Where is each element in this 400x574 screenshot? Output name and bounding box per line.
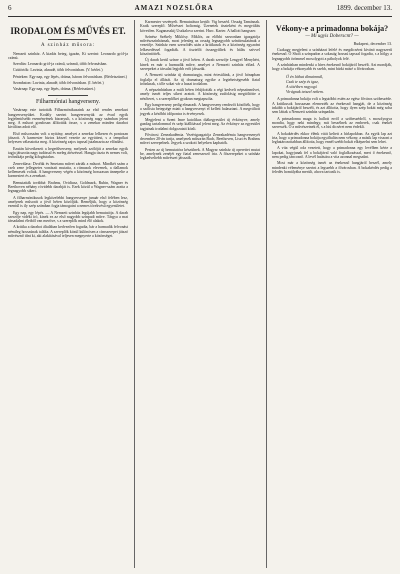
program-line: Nemzeti szinház. A kiadás beteg, igazán, Ki szerint: Leonardo gróf-ja czímü. (8, 51, 128, 60)
article-paragraph: Egy hangverseny pedig elmaradt. A hangverseny rendezői közölték, hogy a szólista betegsége miatt a hangversenyt el kellett halasztani. A megváltott jegyek a későbbi időpontra is érvényesek. (140, 103, 260, 116)
article-paragraph: A népszínházban a múlt héten felújították a régi kedvelt népszínművet, amely ismét teljes sikert aratott. A közönség zsúfolásig megtöltötte a nézőteret, s a szereplőket gyakran megtapsolta. (140, 88, 260, 101)
article-paragraph: Új darab kerül színre a jövő héten. A darab szerzője Lengyel Menyhért, kinek ez már a harmadik műve, amelyet a Nemzeti szinház előad. A szerepeket a társulat legjobb erői játsszák. (140, 58, 260, 71)
article-paragraph: Egy nap, egy lépés. — A Nemzeti szinház legújabb bemutatója. A darab szerzője vidéki író, kinek ez az első nagyobb színpadi műve. Tárgya a mai társadalmi életből van merítve, s a szereplők mind élő alakok. (8, 210, 128, 224)
column-middle (134, 20, 260, 568)
page-number: 6 (8, 4, 12, 12)
article-paragraph: Karmester vezényelt. Bemutatásra került: Vig beszéd. Ország Tamásnak. Kratk szereplő. Művészet holtomig. Üzenetek tiszteként és megváltás követően. Kaganaszkij Uszkalova szerint. Harc. Karter. A hallott hangszer. (140, 20, 260, 33)
dateline: Budapest, december 13. (353, 41, 392, 46)
column-left (8, 20, 128, 568)
feature-subtitle: — Mi ugyis Doberscnt? — (305, 34, 359, 39)
poem-quote (286, 74, 392, 94)
program-line: Csütörtök: Lavinia, aknadé, több felvonásban. (V. bérlet.) (13, 68, 103, 73)
article-paragraph: Most már a közönség ismét az énekesnő hangjáról beszél, amely mindenki véleménye szerint a legszebb a fővárosban. A bokakérdés pedig a feledés homályába merült, ahova tartozik is. (272, 161, 392, 174)
poem-line: Csak te szép és igaz, (286, 79, 319, 85)
article-paragraph: Bemutatták továbbá: Brahms, Ovidiusz, Goldmark, Rubin, Wagner és Beethoven néhány rövidebb darabját is. Ezek közül a Wagner-szám aratta a legnagyobb sikert. (8, 180, 128, 194)
feature-title: Vékony-e a primadonna bokája? (275, 24, 389, 33)
article-paragraph: A filharmónikusok legközelebbi hangversenye január első felében lesz, amelynek műsorát a jövő héten közöljük. Reméljük, hogy a közönség ezentúl is ily szép számban fogja támogatni a nemes törekvésű egyesületet. (8, 195, 128, 209)
program-line: Szombaton: Lavinia, aknadé, több felvonásban. (I. bérlet.) (13, 81, 104, 86)
article-paragraph: Megjelent a Szent Imre katolikus diákegyesület új évkönyve, amely gazdag tartalommal és szép kiállítással jelent meg. Az évkönyv az egyesület tagjainak irodalmi dolgozatait közli. (140, 117, 260, 131)
article-paragraph: Csakugy megjelent a színházat lefelé és megdicsérni kívánó nagyszerű énekesnő. Ő Sholt a színpadon a sokaság hosszú tapssal fogadta, s a hölgy a legnagyobb örömmel mosolygott a páholyok felé. (272, 48, 392, 61)
program-line: Szerdán: Leonardo gróf-ja czímű, színmű, több felvonásban. (13, 62, 108, 67)
issue-date: 1899. december 13. (336, 4, 392, 12)
article-paragraph: Fővárosi Zeneakadémia. Vezérigazgatója Zeneakadémia hangversenyét december 20-án tartja, amelynek műsorán Bach, Beethoven, Liszt és Brahms művei szerepelnek. Jegyek a szokott helyeken kaphatók. (140, 132, 260, 146)
subsection-title: Filharmóniai hangverseny. (36, 99, 100, 106)
program-line: Vasárnap: Egy nap, egy lépés, dráma. (Bérletszünet.) (13, 87, 96, 92)
article-paragraph: A vita végül oda vezetett, hogy a primadonna egy levélben kérte a lapokat, hagyjanak fel a bokájával való foglalkozással, mert ő énekesnő, nem pedig táncosnő. A levél hatására a vita azonnal megszűnt. (272, 146, 392, 160)
poem-line: Virágnak tetszel nekem. (286, 89, 324, 95)
poem-line: A sötétben ragyogó (286, 84, 318, 90)
program-heading: A szinház műsora: (41, 42, 95, 48)
divider (48, 95, 88, 96)
article-paragraph: A primadonna maga is hallott erről a szóbeszédről, s mosolyogva mondta, hogy neki mindegy, mit beszélnek az emberek, csak énekét szeressék. Ő a művészetnek él, s a hiú dicséret nem érdekli. (272, 116, 392, 130)
article-paragraph: Pesten az új bemutatóra készülnek. A Magyar szinház új operettet mutat be, amelynek zenéjét egy fiatal zeneszerző írta. A főszerepeket a színház legkedveltebb művészei játsszák. (140, 147, 260, 161)
column-right (266, 20, 392, 568)
article-paragraph: A Nemzeti szinház új dramaturgja, mint értesülünk, a jövő hónapban foglalja el állását. Az új dramaturg egyike a legtehetségesebb fiatal íróinknak, s tőle sokat vár a hazai irodalom. (140, 73, 260, 86)
article-paragraph: Első műsorszám volt a nyitány, amelyet a zenekar lelkesen és pontosan játszott. A karmester biztos kézzel vezette az együttest, s a tempókat helyesen választotta meg. A közönség zajos tapssal jutalmazta az előadást. (8, 131, 128, 145)
article-paragraph: A primadonna bokája volt a legutóbbi estén az egész főváros szóbeszéde. A kritikusok hosszasan elemezték az énekesnő hangját, de a közönség inkább a bokájáról beszélt, és azt állította, hogy ilyen szép bokát még soha sem láttak a Nemzeti szinház színpadán. (272, 97, 392, 115)
article-paragraph: A kritika a darabot általában kedvezően fogadta, bár a harmadik felvonást némileg hosszúnak találta. A szereplők közül különösen a címszerepet játszó művésznő tűnt ki, aki alakításával teljesen megnyerte a közönséget. (8, 225, 128, 238)
article-paragraph: A színházban mindenki a híres énekesnő bokájáról beszélt. Azt mondják, hogy a bokája vékonyabb és szebb, mint bárki másé a fővárosban. (272, 62, 392, 72)
article-paragraph: Zeneválasz: Dvořák és Smetana művei zárták a műsort. Mindkét szám a cseh zene jellegzetes vonásait mutatta, a ritmusok elevenek, a dallamok kellemesek voltak. A hangverseny végén a közönség hosszasan ünnepelte a karmestert és a zenekart. (8, 161, 128, 179)
newspaper-title: AMAZI NOZSLŐRA (134, 4, 214, 12)
article-paragraph: A bokakérdés ekkor élénk vitát keltett a hírlapokban. Az egyik lap azt írta, hogy a primadonna bokája egyáltalán nem vékony, a másik lap viszont a leghatározottabban állította, hogy ennél szebb bokát elképzelni sem lehet. (272, 131, 392, 145)
program-line: Pénteken: Egy nap, egy lépés, dráma, három felvonásban. (Bérletszünet.) (13, 74, 127, 79)
section-title: IRODALOM ÉS MŰVÉS ET. (10, 26, 126, 36)
article-paragraph: Színész Székely Miklósy. Miklós, az előbbi szezonban igazgatója művészszínháznak, most jelenleg az ország legnagyobb színtársulatának a vezetője. Színház ezen szerződés után a kritikusok és a közönség egyaránt lelkesedéssel fogadták. A tisztelői összegyűltek és hálás szívvel köszöntötték. (140, 34, 260, 57)
article-paragraph: Ezután következett a hegedűverseny, melynek szólóját a zenekar egyik tagja játszotta nagy tudással és meleg átérzéssel. Hangja tiszta és nemes volt, technikája pedig kifogástalan. (8, 146, 128, 160)
divider (48, 39, 88, 40)
article-paragraph: Vasárnap este tartották Filharmónikusaink az első rendes zenekari hangversenyüket. Kodály szerint hangversenyük az évad egyik legjelentősebb eseményének bizonyult, s a közönség nagy számban jelent meg. A műsort gondosan állították össze, s a zenekar minden darabot kiválóan adott elő. (8, 108, 128, 130)
poem-line: Ó én láthat álmaimnál, (286, 74, 324, 80)
columns (8, 20, 392, 568)
masthead (8, 4, 392, 17)
